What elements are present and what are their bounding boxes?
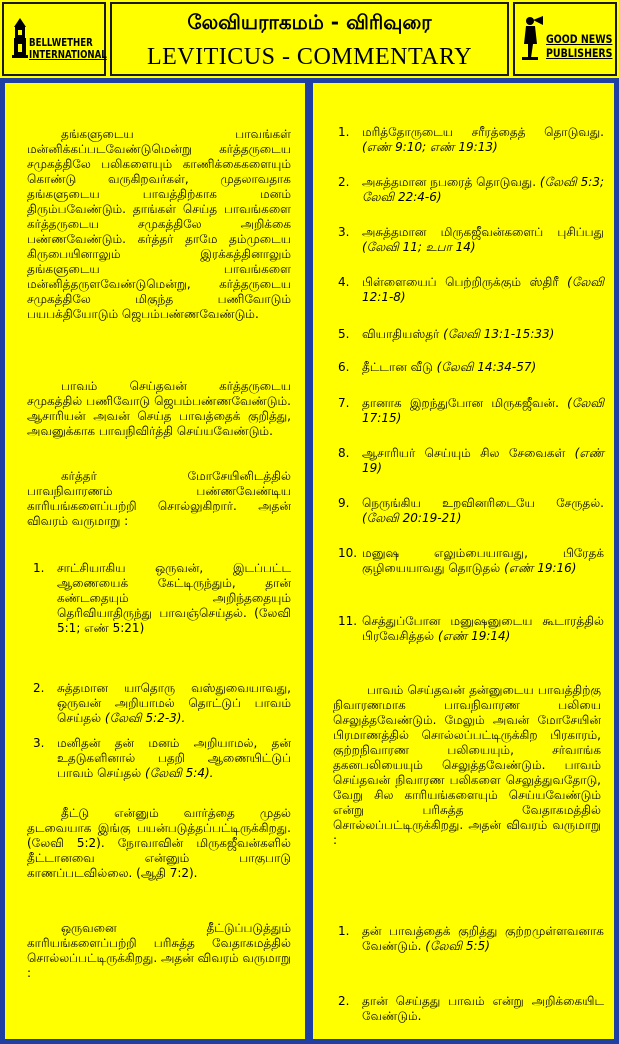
bellwether-logo	[2, 2, 106, 76]
list-number: 9.	[338, 496, 350, 510]
list-text: அசுத்தமான மிருகஜீவன்களைப் புசிப்பது (லேவி 11; உபா 14)	[362, 225, 604, 254]
list-number: 11.	[338, 614, 358, 628]
list-number: 1.	[338, 125, 350, 139]
list-text: தானாக இறந்துபோன மிருகஜீவன். (லேவி 17:15)	[362, 396, 604, 425]
list-number: 6.	[338, 360, 350, 374]
logo-left-line2: INTERNATIONAL	[29, 49, 107, 61]
scripture-ref: (லேவி 5:1; எண் 5:21)	[57, 606, 291, 635]
list-text: தன் பாவத்தைக் குறித்து குற்றமுள்ளவனாக வேண்டும். (லேவி 5:5)	[362, 924, 604, 953]
list-text: நெருங்கிய உறவினரிடையே சேருதல். (லேவி 20:19-21)	[362, 496, 604, 525]
scripture-ref: (லேவி 14:34-57)	[436, 360, 537, 374]
logo-left-line1: BELLWETHER	[29, 37, 93, 49]
list-number: 7.	[338, 396, 350, 410]
list-text: மரித்தோருடைய சரீரத்தைத் தொடுவது. (எண் 9:10; எண் 19:13)	[362, 125, 604, 154]
scripture-ref: (எண் 9:10; எண் 19:13)	[362, 140, 498, 154]
scripture-ref: (லேவி 5:4).	[145, 766, 214, 780]
list-text: மனுஷ எலும்பையாவது, பிரேதக் குழியையாவது தொடுதல் (எண் 19:16)	[362, 546, 604, 575]
list-number: 2.	[33, 681, 45, 695]
scripture-ref: (லேவி 12:1-8)	[362, 275, 604, 304]
list-text: பிள்ளையைப் பெற்றிருக்கும் ஸ்திரீ (லேவி 12:1-8)	[362, 275, 604, 304]
scripture-ref: (லேவி 5:5)	[425, 939, 490, 953]
paragraph: தீட்டு என்னும் வார்த்தை முதல் தடவையாக இங்கு பயன்படுத்தப்பட்டிருக்கிறது. (லேவி 5:2). நோவாவின் மிருகஜீவன்களில் தீட்டானவை என்னும் பாகுபாடு காணப்படவில்லை. (ஆதி 7:2).	[27, 806, 291, 880]
list-number: 2.	[338, 994, 350, 1008]
scripture-ref: (லேவி 17:15)	[362, 396, 604, 425]
good-news-logo	[513, 2, 617, 76]
paragraph: தங்களுடைய பாவங்கள் மன்னிக்கப்படவேண்டுமென்று கர்த்தருடைய சமுகத்திலே பலிகளையும் காணிக்கைகளையும் கொண்டு வருகிறவர்கள், முதலாவதாக தங்களுடைய பாவத்திற்காக மனம் திரும்பவேண்டும். தாங்கள் செய்த பாவங்களை கர்த்தருடைய சமுகத்திலே அறிக்கை பண்ணவேண்டும். கர்த்தர் தாமே தம்முடைய கிருபையினாலும் இரக்கத்தினாலும் தங்களுடைய பாவங்களை மன்னித்தருளவேண்டுமென்று, கர்த்தருடைய சமுகத்திலே மிகுந்த பணிவோடும் பயபக்தியோடும் ஜெபம்பண்ணவேண்டும்.	[27, 127, 291, 321]
scripture-ref: (லேவி 5:2-3).	[104, 711, 186, 725]
list-text: செத்துப்போன மனுஷனுடைய கூடாரத்தில் பிரவேசித்தல் (எண் 19:14)	[362, 614, 604, 643]
scripture-ref: (லேவி 20:19-21)	[362, 511, 462, 525]
scripture-ref: (லேவி 11; உபா 14)	[362, 240, 476, 254]
left-column	[2, 80, 308, 1042]
list-text: சாட்சியாகிய ஒருவன், இடப்பட்ட ஆணையைக் கேட்டிருந்தும், தான் கண்டதையும் அறிந்ததையும் தெரிவியாதிருந்து பாவஞ்செய்தல். (லேவி 5:1; எண் 5:21)	[57, 561, 291, 635]
right-column	[310, 80, 617, 1042]
paragraph: பாவம் செய்தவன் தன்னுடைய பாவத்திற்கு நிவாரணமாக பாவநிவாரண பலியை செலுத்தவேண்டும். மேலும் அவன் மோசேயின் பிரமாணத்தில் சொல்லப்பட்டிருக்கிற பிரகாரம், குற்றநிவாரண பலியையும், சர்வாங்க தகனபலியையும் செலுத்தவேண்டும். பாவம் செய்தவன் நிவாரண பலிகளை செலுத்துவதோடு, வேறு சில காரியங்களையும் செய்யவேண்டும் என்று பரிசுத்த வேதாகமத்தில் சொல்லப்பட்டிருக்கிறது. அதன் விவரம் வருமாறு :	[333, 683, 601, 847]
trumpeting-figure-icon	[522, 16, 544, 60]
paragraph: பாவம் செய்தவன் கர்த்தருடைய சமுகத்தில் பணிவோடு ஜெபம்பண்ணவேண்டும். ஆசாரியன் அவன் செய்த பாவத்தைக் குறித்து, அவனுக்காக பாவநிவிர்த்தி செய்யவேண்டும்.	[27, 379, 291, 438]
list-number: 1.	[33, 561, 45, 575]
scripture-ref: (எண் 19:16)	[504, 561, 577, 575]
list-text: வியாதியஸ்தர் (லேவி 13:1-15:33)	[362, 327, 555, 341]
title-english: LEVITICUS - COMMENTARY	[146, 44, 473, 70]
title-tamil: லேவியராகமம் - விரிவுரை	[187, 10, 432, 34]
list-text: மனிதன் தன் மனம் அறியாமல், தன் உதடுகளினால் பதறி ஆணையிட்டுப் பாவம் செய்தல் (லேவி 5:4).	[57, 736, 291, 780]
list-number: 5.	[338, 327, 350, 341]
list-text: தீட்டான வீடு (லேவி 14:34-57)	[362, 360, 537, 374]
logo-right-line2: PUBLISHERS	[546, 46, 613, 60]
scripture-ref: (லேவி 5:3; லேவி 22:4-6)	[362, 175, 604, 204]
list-number: 3.	[33, 736, 45, 750]
list-number: 4.	[338, 275, 350, 289]
list-number: 2.	[338, 175, 350, 189]
paragraph: ஒருவனை தீட்டுப்படுத்தும் காரியங்களைப்பற்றி பரிசுத்த வேதாகமத்தில் சொல்லப்பட்டிருக்கிறது. அதன் விவரம் வருமாறு :	[27, 921, 291, 980]
list-number: 8.	[338, 446, 350, 460]
list-text: அசுத்தமான நபரைத் தொடுவது. (லேவி 5:3; லேவி 22:4-6)	[362, 175, 604, 204]
list-number: 10.	[338, 546, 358, 560]
scripture-ref: (எண் 19)	[362, 446, 604, 475]
list-number: 1.	[338, 924, 350, 938]
list-text: தான் செய்தது பாவம் என்று அறிக்கையிட வேண்டும்.	[362, 994, 604, 1023]
bell-tower-icon	[12, 18, 28, 58]
logo-right-line1: GOOD NEWS	[546, 32, 613, 46]
title-banner	[110, 2, 509, 76]
list-text: ஆசாரியர் செய்யும் சில சேவைகள் (எண் 19)	[362, 446, 604, 475]
paragraph: கர்த்தர் மோசேயினிடத்தில் பாவநிவாரணம் பண்ணவேண்டிய காரியங்களைப்பற்றி சொல்லுகிறார். அதன் விவரம் வருமாறு :	[27, 469, 291, 528]
list-number: 3.	[338, 225, 350, 239]
scripture-ref: (எண் 19:14)	[437, 629, 511, 643]
scripture-ref: (லேவி 13:1-15:33)	[443, 327, 555, 341]
list-text: சுத்தமான யாதொரு வஸ்துவையாவது, ஒருவன் அறியாமல் தொட்டுப் பாவம் செய்தல் (லேவி 5:2-3).	[57, 681, 291, 725]
